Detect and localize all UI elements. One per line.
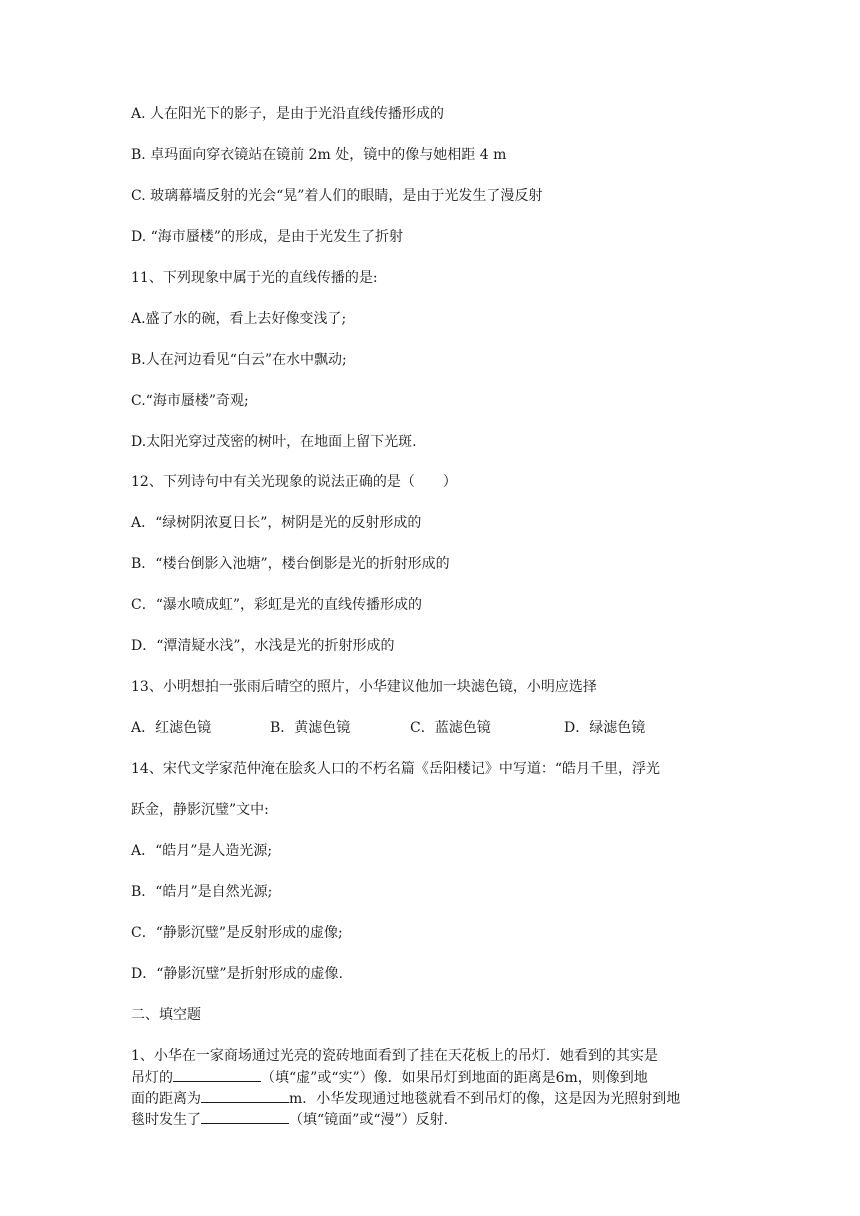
fill1-line2 [131, 1067, 648, 1088]
fill1-line3 [131, 1088, 680, 1109]
q13-option-a: A．红滤色镜 [131, 720, 212, 736]
q10-option-c: C. 玻璃幕墙反射的光会“晃”着人们的眼睛，是由于光发生了漫反射 [131, 188, 543, 204]
q14-option-c: C．“静影沉璧”是反射形成的虚像; [131, 925, 343, 941]
fill1-line4-text-b: （填“镜面”或“漫”）反射. [289, 1112, 449, 1128]
q12-option-d: D．“潭清疑水浅”，水浅是光的折射形成的 [131, 638, 395, 654]
fill1-line4 [131, 1109, 448, 1130]
q14-option-a: A．“皓月”是人造光源; [131, 843, 273, 859]
answer-blank-3[interactable] [201, 1109, 289, 1124]
q13-option-d: D．绿滤色镜 [564, 720, 646, 736]
q13-option-c: C．蓝滤色镜 [410, 720, 491, 736]
q12-option-a: A．“绿树阴浓夏日长”，树阴是光的反射形成的 [131, 515, 422, 531]
q10-option-b: B. 卓玛面向穿衣镜站在镜前 2m 处，镜中的像与她相距 4 m [131, 147, 507, 163]
q11-stem: 11、下列现象中属于光的直线传播的是: [131, 270, 378, 286]
q14-stem-line2: 跃金，静影沉璧”文中: [131, 802, 269, 818]
section-title: 二、填空题 [131, 1007, 201, 1023]
q13-option-b: B．黄滤色镜 [270, 720, 351, 736]
q11-option-a: A.盛了水的碗，看上去好像变浅了; [131, 311, 347, 327]
q10-option-a: A. 人在阳光下的影子，是由于光沿直线传播形成的 [131, 106, 445, 122]
q14-stem-line1: 14、宋代文学家范仲淹在脍炙人口的不朽名篇《岳阳楼记》中写道：“皓月千里，浮光 [131, 761, 660, 777]
fill1-line3-text-b: m．小华发现通过地毯就看不到吊灯的像，这是因为光照射到地 [289, 1091, 681, 1107]
fill1-line3-text-a: 面的距离为 [131, 1091, 201, 1107]
q14-option-d: D．“静影沉璧”是折射形成的虚像. [131, 966, 343, 982]
fill1-line1: 1、小华在一家商场通过光亮的瓷砖地面看到了挂在天花板上的吊灯．她看到的其实是 [131, 1048, 658, 1064]
fill1-line4-text-a: 毯时发生了 [131, 1112, 201, 1128]
q11-option-b: B.人在河边看见“白云”在水中飘动; [131, 352, 347, 368]
fill1-line2-text-a: 吊灯的 [131, 1070, 173, 1086]
q12-option-b: B．“楼台倒影入池塘”，楼台倒影是光的折射形成的 [131, 556, 450, 572]
q12-stem: 12、下列诗句中有关光现象的说法正确的是（ ） [131, 474, 457, 490]
q13-stem: 13、小明想拍一张雨后晴空的照片，小华建议他加一块滤色镜，小明应选择 [131, 679, 597, 695]
q10-option-d: D. “海市蜃楼”的形成，是由于光发生了折射 [131, 229, 403, 245]
q14-option-b: B．“皓月”是自然光源; [131, 884, 273, 900]
q12-option-c: C．“瀑水喷成虹”，彩虹是光的直线传播形成的 [131, 597, 423, 613]
q11-option-d: D.太阳光穿过茂密的树叶，在地面上留下光斑. [131, 434, 417, 450]
fill1-line2-text-b: （填“虚”或“实”）像．如果吊灯到地面的距离是6m，则像到地 [261, 1070, 648, 1086]
q11-option-c: C.“海市蜃楼”奇观; [131, 393, 249, 409]
answer-blank-1[interactable] [173, 1067, 261, 1082]
answer-blank-2[interactable] [201, 1088, 289, 1103]
